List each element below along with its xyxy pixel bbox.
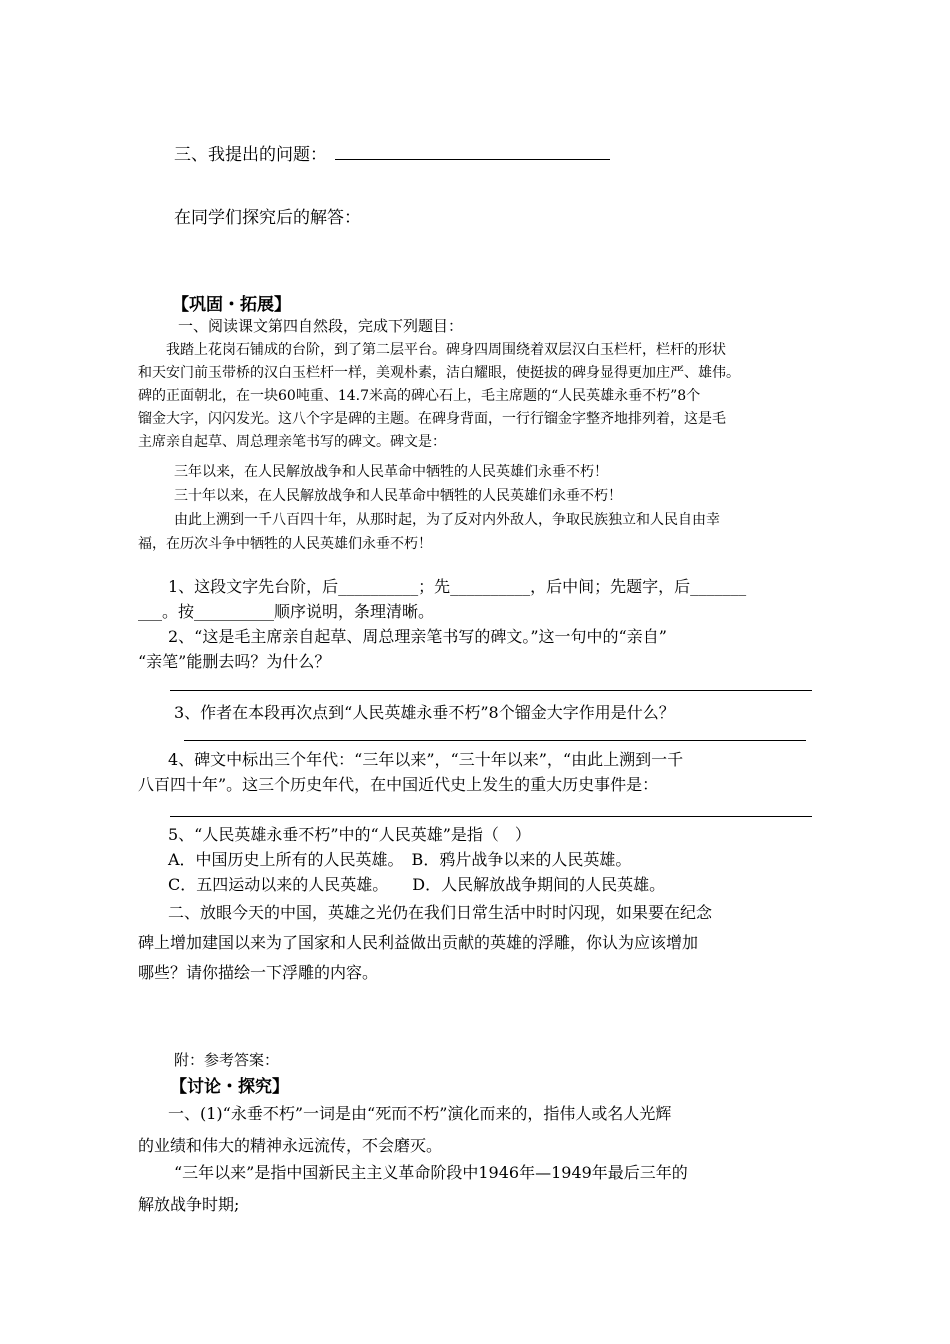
option-line-ab: A．中国历史上所有的人民英雄。 B．鸦片战争以来的人民英雄。 [168,850,632,869]
part-2-line: 二、放眼今天的中国，英雄之光仍在我们日常生活中时时闪现，如果要在纪念 [168,903,713,922]
passage-line: 我踏上花岗石铺成的台阶，到了第二层平台。碑身四周围绕着双层汉白玉栏杆，栏杆的形状 [166,342,726,358]
passage-line: 镏金大字，闪闪发光。这八个字是碑的主题。在碑身背面，一行行镏金字整齐地排列着，这是毛 [138,411,726,427]
reading-passage [138,339,818,454]
part-2-line: 哪些？请你描绘一下浮雕的内容。 [138,963,379,982]
appendix-heading: 【讨论・探究】 [170,1077,289,1097]
answer-rule-q3[interactable] [184,740,806,741]
answer-rule-q2[interactable] [170,690,812,691]
inscription-line: 三年以来，在人民解放战争和人民革命中牺牲的人民英雄们永垂不朽！ [174,464,608,480]
inscription [138,460,818,556]
question-4-line: 4、碑文中标出三个年代：“三年以来”，“三十年以来”，“由此上溯到一千 [168,750,684,769]
answer-2-line: 解放战争时期; [138,1195,240,1214]
question-2 [138,624,818,674]
answer-1 [138,1098,818,1162]
question-5-options [138,847,818,897]
question-4 [138,747,818,797]
question-2-line: 2、“这是毛主席亲自起草、周总理亲笔书写的碑文。”这一句中的“亲自” [168,627,667,646]
question-2-line: “亲笔”能删去吗？为什么？ [138,652,331,671]
question-5: 5、“人民英雄永垂不朽”中的“人民英雄”是指（ ） [168,825,531,844]
answer-rule-q4[interactable] [170,816,812,817]
passage-line: 碑的正面朝北，在一块60吨重、14.7米高的碑心石上，毛主席题的“人民英雄永垂不朽”8个 [138,388,701,404]
question-line [174,140,854,165]
question-1 [138,574,818,624]
passage-line: 和天安门前玉带桥的汉白玉栏杆一样，美观朴素，洁白耀眼，使挺拔的碑身显得更加庄严、雄伟。 [138,365,740,381]
answer-1-line: 一、(1)“永垂不朽”一词是由“死而不朽”演化而来的，指伟人或名人光辉 [168,1104,672,1123]
consolidate-heading: 【巩固・拓展】 [172,295,291,315]
answer-label: 在同学们探究后的解答： [174,208,361,228]
question-1-line: 1、这段文字先台阶，后__________；先__________，后中间；先题字，后_______ [168,577,747,596]
option-line-cd: C．五四运动以来的人民英雄。 D．人民解放战争期间的人民英雄。 [168,875,666,894]
answer-1-line: 的业绩和伟大的精神永远流传，不会磨灭。 [138,1136,443,1155]
answer-2 [138,1157,818,1221]
passage-line: 主席亲自起草、周总理亲笔书写的碑文。碑文是： [138,434,446,450]
part1-intro: 一、阅读课文第四自然段，完成下列题目： [178,317,464,335]
question-1-line: ___。按__________顺序说明，条理清晰。 [138,602,435,621]
question-4-line: 八百四十年”。这三个历史年代，在中国近代史上发生的重大历史事件是： [138,775,659,794]
question-3: 3、作者在本段再次点到“人民英雄永垂不朽”8个镏金大字作用是什么？ [174,703,675,722]
part-2 [138,898,818,988]
inscription-line: 福，在历次斗争中牺牲的人民英雄们永垂不朽！ [138,536,432,552]
question-label: 三、我提出的问题： [174,145,327,165]
inscription-line: 三十年以来，在人民解放战争和人民革命中牺牲的人民英雄们永垂不朽！ [174,488,622,504]
question-answer-blank[interactable] [335,145,610,160]
answer-2-line: “三年以来”是指中国新民主主义革命阶段中1946年—1949年最后三年的 [174,1163,688,1182]
inscription-line: 由此上溯到一千八百四十年，从那时起，为了反对内外敌人，争取民族独立和人民自由幸 [174,512,720,528]
part-2-line: 碑上增加建国以来为了国家和人民利益做出贡献的英雄的浮雕，你认为应该增加 [138,933,699,952]
appendix-label: 附：参考答案： [174,1051,280,1069]
